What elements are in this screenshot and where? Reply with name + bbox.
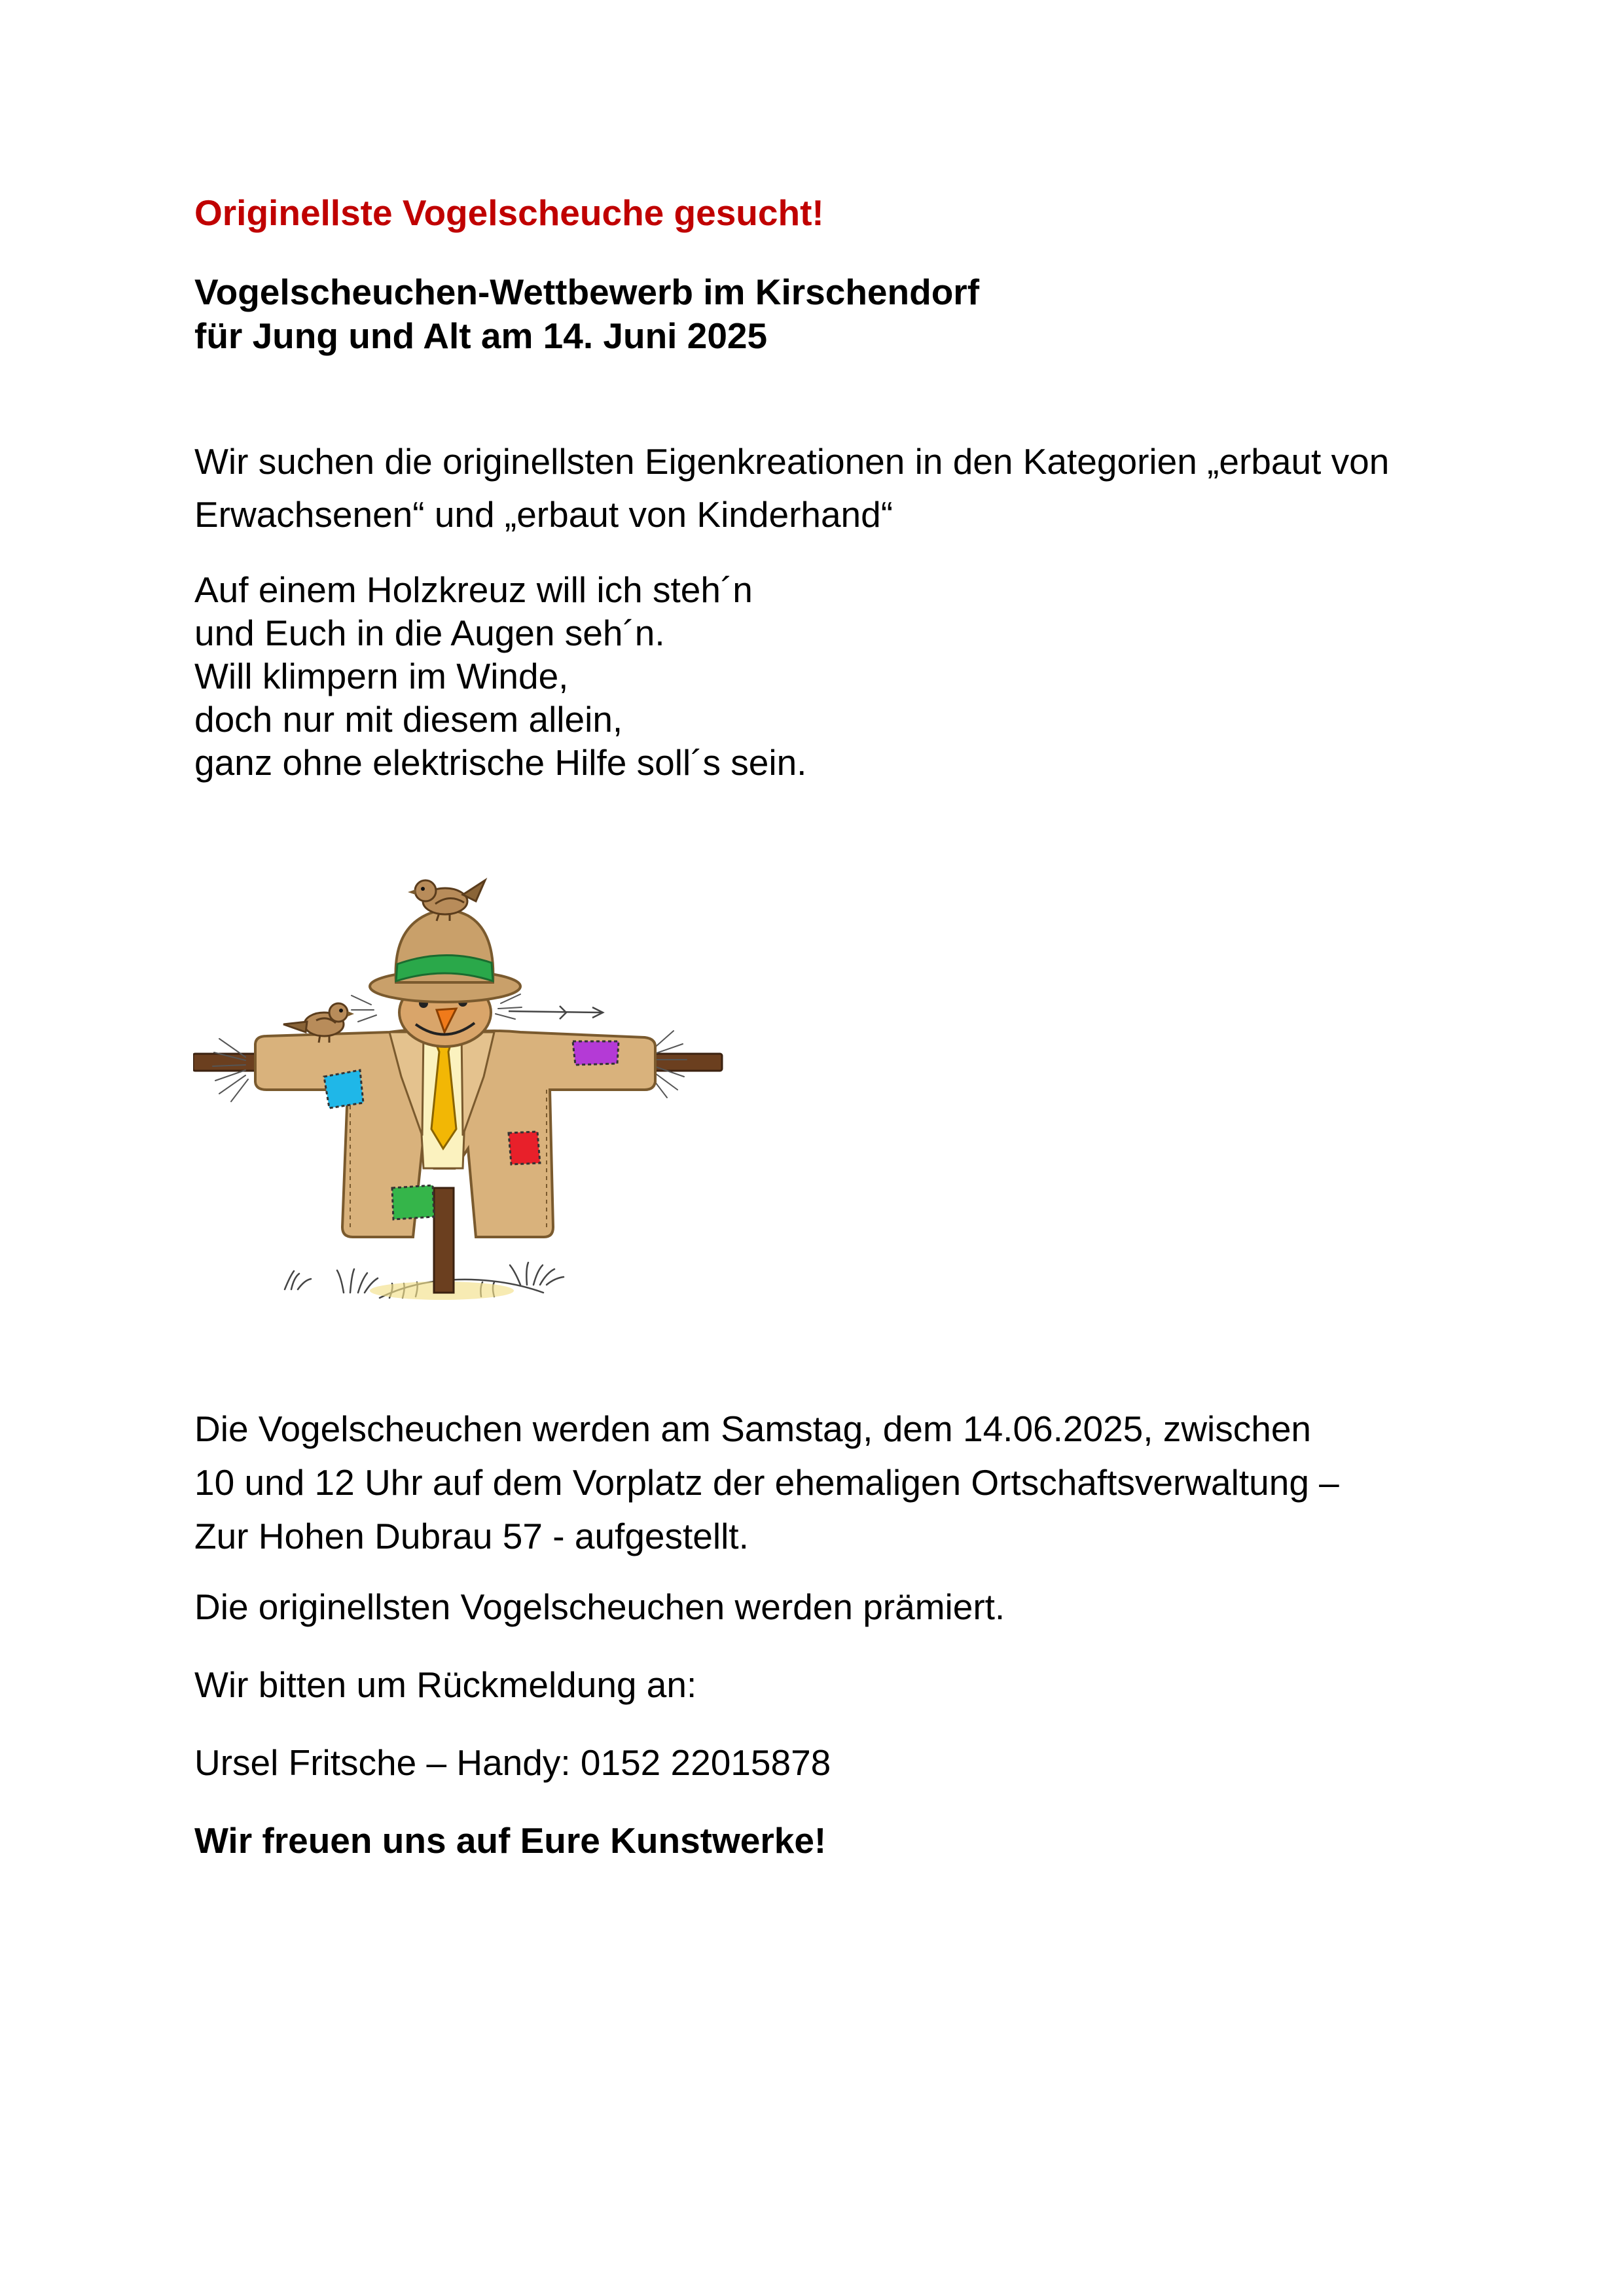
award-note: Die originellsten Vogelscheuchen werden prämiert. bbox=[194, 1587, 1005, 1627]
event-details-line: 10 und 12 Uhr auf dem Vorplatz der ehemaligen Ortschaftsverwaltung – bbox=[194, 1462, 1339, 1503]
poem-line: und Euch in die Augen seh´n. bbox=[194, 613, 665, 653]
feedback-request: Wir bitten um Rückmeldung an: bbox=[194, 1664, 697, 1705]
poem-line: Auf einem Holzkreuz will ich steh´n bbox=[194, 569, 753, 610]
intro-paragraph: Wir suchen die originellsten Eigenkreationen in den Kategorien „erbaut von Erwachsenen“ und „erbaut von Kinderhand“ bbox=[194, 441, 1390, 535]
contact-info: Ursel Fritsche – Handy: 0152 22015878 bbox=[194, 1742, 831, 1783]
poem-line: Will klimpern im Winde, bbox=[194, 656, 569, 696]
scarecrow-with-birds-icon bbox=[193, 861, 727, 1309]
event-details-line: Die Vogelscheuchen werden am Samstag, dem 14.06.2025, zwischen bbox=[194, 1408, 1312, 1449]
poem bbox=[194, 568, 806, 784]
subheading bbox=[194, 270, 979, 358]
subheading-line: für Jung und Alt am 14. Juni 2025 bbox=[194, 315, 768, 356]
headline: Originellste Vogelscheuche gesucht! bbox=[194, 192, 824, 233]
poem-line: doch nur mit diesem allein, bbox=[194, 699, 623, 740]
poem-line: ganz ohne elektrische Hilfe soll´s sein. bbox=[194, 742, 807, 783]
event-details-line: Zur Hohen Dubrau 57 - aufgestellt. bbox=[194, 1516, 749, 1556]
event-details bbox=[194, 1402, 1504, 1563]
closing-line: Wir freuen uns auf Eure Kunstwerke! bbox=[194, 1820, 827, 1861]
subheading-line: Vogelscheuchen-Wettbewerb im Kirschendorf bbox=[194, 272, 980, 312]
